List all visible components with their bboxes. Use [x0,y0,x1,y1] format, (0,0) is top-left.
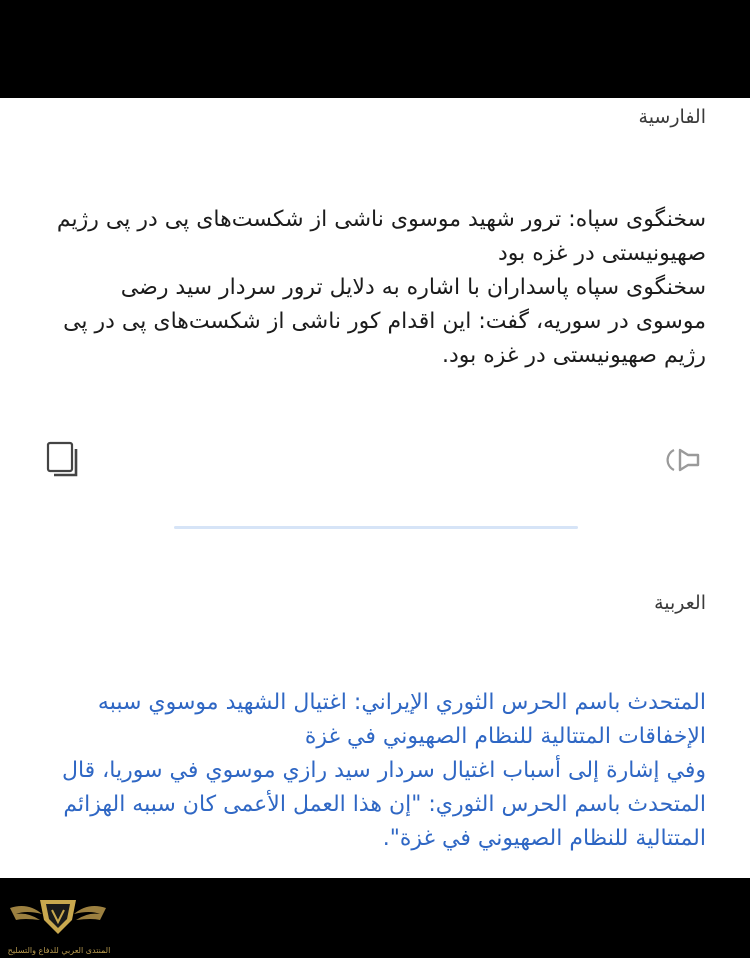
status-bar [0,0,750,98]
source-language-label: الفارسية [638,106,706,128]
watermark-caption: المنتدى العربي للدفاع والتسليح [7,946,111,955]
translated-text[interactable]: المتحدث باسم الحرس الثوري الإيراني: اغتيال الشهيد موسوي سببه الإخفاقات المتتالية للنظام الصهيوني في غزة وفي إشارة إلى أسباب اغتيال سردار سيد رازي موسوي في سوريا، قال المتحدث باسم الحرس الثوري: "إن هذا العمل الأعمى كان سببه الهزائم المتتالية للنظام الصهيوني في غزة". [61,690,706,851]
source-text[interactable]: سخنگوی سپاه: ترور شهید موسوی ناشی از شکست‌های پی در پی رژیم صهیونیستی در غزه بود سخنگوی سپاه پاسداران با اشاره به دلایل ترور سردار سید رضی موسوی در سوریه، گفت: این اقدام کور ناشی از شکست‌های پی در پی رژیم صهیونیستی در غزه بود. [56,207,706,368]
target-language-label: العربية [654,592,706,614]
speaker-icon [660,440,706,480]
translation-panel [0,98,750,878]
copy-icon [42,438,86,482]
copy-button[interactable] [42,438,86,482]
speak-button[interactable] [660,440,706,480]
divider [174,526,578,529]
